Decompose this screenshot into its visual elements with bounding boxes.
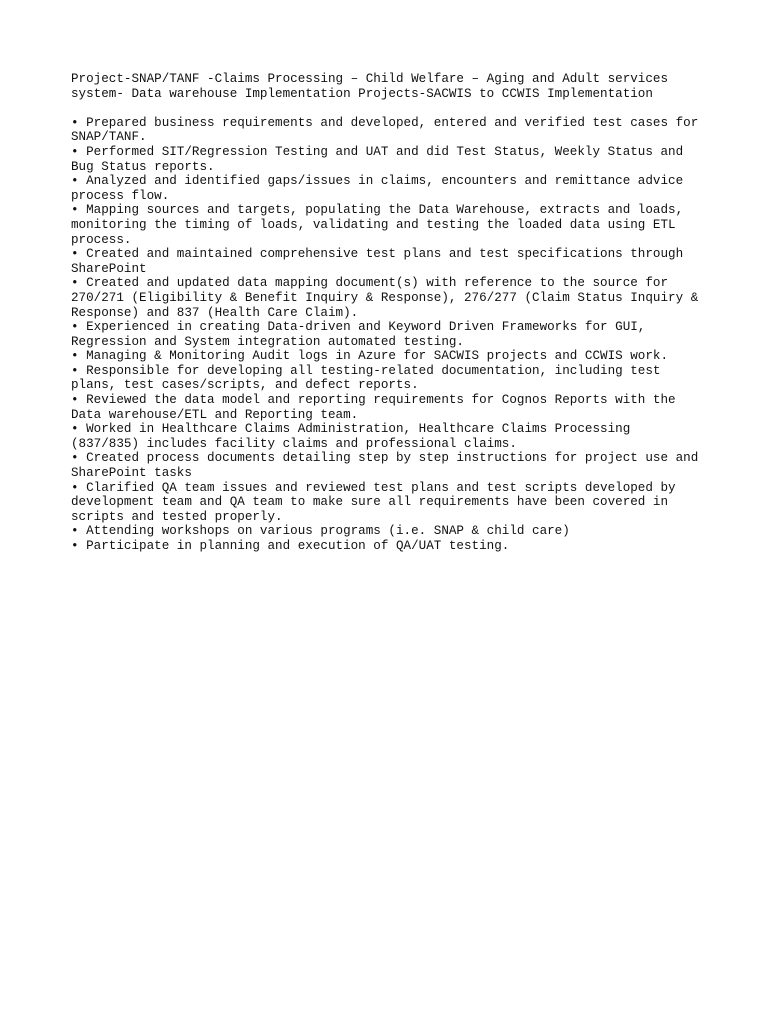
body-line: 270/271 (Eligibility & Benefit Inquiry & Response), 276/277 (Claim Status Inquiry & bbox=[71, 290, 699, 305]
project-header bbox=[71, 72, 711, 101]
body-line: • Analyzed and identified gaps/issues in claims, encounters and remittance advice bbox=[71, 174, 684, 189]
body-line: plans, test cases/scripts, and defect reports. bbox=[71, 378, 419, 393]
body-line: • Worked in Healthcare Claims Administration, Healthcare Claims Processing bbox=[71, 422, 631, 437]
document-page bbox=[71, 72, 711, 554]
body-line: • Experienced in creating Data-driven and Keyword Driven Frameworks for GUI, bbox=[71, 320, 646, 335]
body-line: • Performed SIT/Regression Testing and UAT and did Test Status, Weekly Status and bbox=[71, 144, 684, 159]
body-line: • Clarified QA team issues and reviewed test plans and test scripts developed by bbox=[71, 480, 676, 495]
body-line: • Reviewed the data model and reporting requirements for Cognos Reports with the bbox=[71, 393, 676, 408]
body-line: • Created and updated data mapping document(s) with reference to the source for bbox=[71, 276, 669, 291]
body-line: SNAP/TANF. bbox=[71, 130, 147, 145]
body-line: • Participate in planning and execution of QA/UAT testing. bbox=[71, 539, 510, 553]
body-line: • Attending workshops on various programs (i.e. SNAP & child care) bbox=[71, 524, 570, 539]
body-line: Response) and 837 (Health Care Claim). bbox=[71, 305, 359, 320]
body-line: • Mapping sources and targets, populating the Data Warehouse, extracts and loads, bbox=[71, 203, 684, 218]
body-line: scripts and tested properly. bbox=[71, 509, 283, 524]
body-line: process flow. bbox=[71, 188, 170, 203]
body-line: • Created process documents detailing step by step instructions for project use and bbox=[71, 451, 699, 466]
responsibilities-list bbox=[71, 116, 711, 554]
header-line: Project-SNAP/TANF -Claims Processing – Child Welfare – Aging and Adult services bbox=[71, 72, 669, 86]
body-line: Data warehouse/ETL and Reporting team. bbox=[71, 407, 359, 422]
body-line: Bug Status reports. bbox=[71, 159, 215, 174]
body-line: (837/835) includes facility claims and professional claims. bbox=[71, 436, 517, 451]
body-line: Regression and System integration automated testing. bbox=[71, 334, 464, 349]
body-line: development team and QA team to make sure all requirements have been covered in bbox=[71, 495, 669, 510]
header-line: system- Data warehouse Implementation Projects-SACWIS to CCWIS Implementation bbox=[71, 86, 653, 101]
paragraph-gap bbox=[71, 101, 711, 116]
body-line: SharePoint tasks bbox=[71, 466, 192, 481]
body-line: • Responsible for developing all testing-related documentation, including test bbox=[71, 363, 661, 378]
body-line: SharePoint bbox=[71, 261, 147, 276]
body-line: process. bbox=[71, 232, 132, 247]
body-line: • Prepared business requirements and developed, entered and verified test cases for bbox=[71, 115, 699, 130]
body-line: • Managing & Monitoring Audit logs in Azure for SACWIS projects and CCWIS work. bbox=[71, 349, 669, 364]
body-line: • Created and maintained comprehensive test plans and test specifications through bbox=[71, 247, 684, 262]
body-line: monitoring the timing of loads, validating and testing the loaded data using ETL bbox=[71, 217, 676, 232]
